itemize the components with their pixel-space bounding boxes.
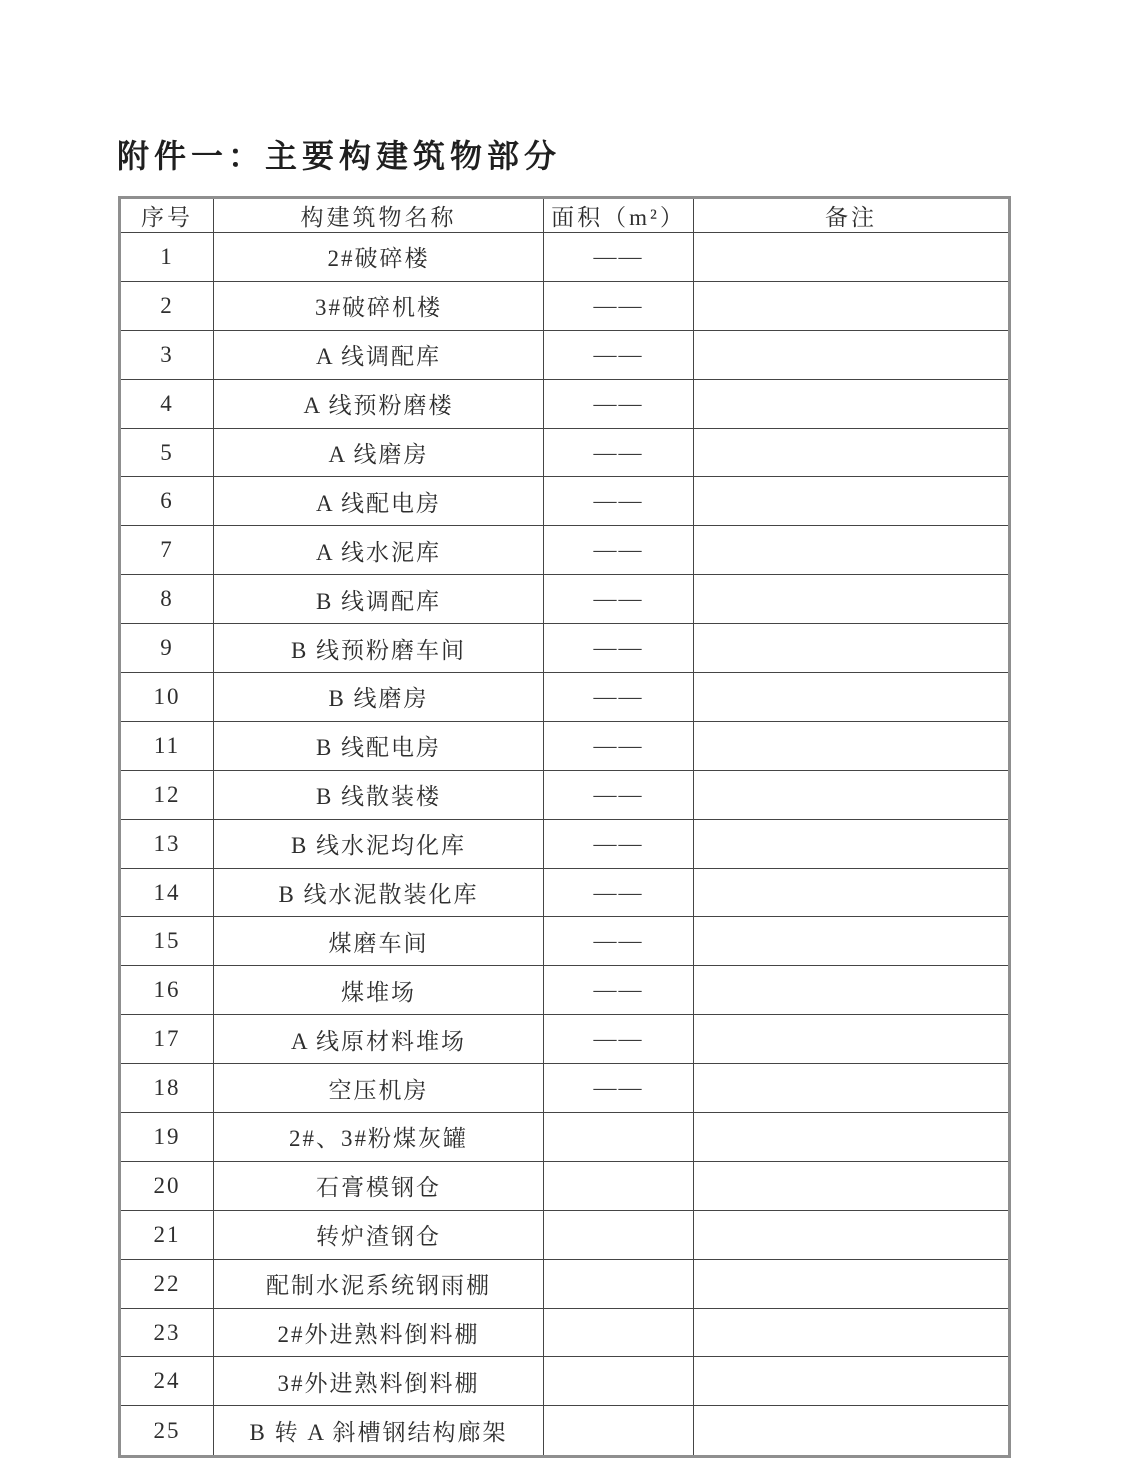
row-structure-name: B 线调配库	[214, 575, 544, 624]
header-serial-number: 序号	[120, 198, 214, 233]
row-area: ——	[544, 966, 694, 1015]
row-remarks	[694, 330, 1010, 379]
row-serial-number: 1	[120, 233, 214, 282]
row-serial-number: 19	[120, 1113, 214, 1162]
row-remarks	[694, 1015, 1010, 1064]
row-serial-number: 24	[120, 1357, 214, 1406]
row-remarks	[694, 1308, 1010, 1357]
row-remarks	[694, 233, 1010, 282]
row-serial-number: 5	[120, 428, 214, 477]
row-remarks	[694, 1259, 1010, 1308]
row-serial-number: 4	[120, 379, 214, 428]
row-area	[544, 1259, 694, 1308]
row-area: ——	[544, 770, 694, 819]
row-area: ——	[544, 428, 694, 477]
row-serial-number: 25	[120, 1406, 214, 1457]
table-row	[120, 1259, 1010, 1308]
row-area	[544, 1357, 694, 1406]
table-row	[120, 330, 1010, 379]
row-structure-name: 空压机房	[214, 1064, 544, 1113]
row-remarks	[694, 624, 1010, 673]
row-area: ——	[544, 819, 694, 868]
table-row	[120, 624, 1010, 673]
row-serial-number: 10	[120, 673, 214, 722]
row-structure-name: B 线预粉磨车间	[214, 624, 544, 673]
row-serial-number: 7	[120, 526, 214, 575]
row-structure-name: B 线水泥散装化库	[214, 868, 544, 917]
row-structure-name: B 线散装楼	[214, 770, 544, 819]
row-area: ——	[544, 575, 694, 624]
row-area: ——	[544, 379, 694, 428]
row-structure-name: 煤堆场	[214, 966, 544, 1015]
row-area: ——	[544, 477, 694, 526]
row-area: ——	[544, 281, 694, 330]
row-remarks	[694, 526, 1010, 575]
row-remarks	[694, 917, 1010, 966]
row-structure-name: 石膏模钢仓	[214, 1161, 544, 1210]
row-area: ——	[544, 673, 694, 722]
row-structure-name: 配制水泥系统钢雨棚	[214, 1259, 544, 1308]
table-row	[120, 281, 1010, 330]
row-area: ——	[544, 624, 694, 673]
row-remarks	[694, 1357, 1010, 1406]
row-area: ——	[544, 721, 694, 770]
row-serial-number: 16	[120, 966, 214, 1015]
row-area	[544, 1210, 694, 1259]
row-structure-name: 3#外进熟料倒料棚	[214, 1357, 544, 1406]
row-area: ——	[544, 330, 694, 379]
row-remarks	[694, 770, 1010, 819]
row-structure-name: A 线磨房	[214, 428, 544, 477]
row-area	[544, 1161, 694, 1210]
table-row	[120, 1357, 1010, 1406]
row-serial-number: 2	[120, 281, 214, 330]
row-structure-name: 转炉渣钢仓	[214, 1210, 544, 1259]
row-remarks	[694, 379, 1010, 428]
table-row	[120, 575, 1010, 624]
table-row	[120, 1064, 1010, 1113]
row-structure-name: 2#外进熟料倒料棚	[214, 1308, 544, 1357]
row-serial-number: 6	[120, 477, 214, 526]
row-remarks	[694, 819, 1010, 868]
page-title: 附件一：主要构建筑物部分	[117, 138, 562, 174]
table-row	[120, 233, 1010, 282]
row-serial-number: 8	[120, 575, 214, 624]
row-serial-number: 18	[120, 1064, 214, 1113]
row-serial-number: 21	[120, 1210, 214, 1259]
row-area	[544, 1113, 694, 1162]
table-row	[120, 673, 1010, 722]
header-area: 面积（m²）	[544, 198, 694, 233]
row-serial-number: 15	[120, 917, 214, 966]
table-row	[120, 1308, 1010, 1357]
row-area: ——	[544, 917, 694, 966]
row-area	[544, 1308, 694, 1357]
row-remarks	[694, 1210, 1010, 1259]
table-row	[120, 1015, 1010, 1064]
row-serial-number: 17	[120, 1015, 214, 1064]
row-area: ——	[544, 233, 694, 282]
table-row	[120, 428, 1010, 477]
table-row	[120, 526, 1010, 575]
header-structure-name: 构建筑物名称	[214, 198, 544, 233]
row-structure-name: A 线预粉磨楼	[214, 379, 544, 428]
table-row	[120, 721, 1010, 770]
row-remarks	[694, 281, 1010, 330]
row-structure-name: 2#破碎楼	[214, 233, 544, 282]
row-structure-name: B 线磨房	[214, 673, 544, 722]
row-area: ——	[544, 526, 694, 575]
row-remarks	[694, 868, 1010, 917]
row-remarks	[694, 966, 1010, 1015]
row-area: ——	[544, 1015, 694, 1064]
row-serial-number: 20	[120, 1161, 214, 1210]
row-structure-name: A 线水泥库	[214, 526, 544, 575]
row-remarks	[694, 1406, 1010, 1457]
row-serial-number: 13	[120, 819, 214, 868]
row-remarks	[694, 477, 1010, 526]
table-row	[120, 379, 1010, 428]
table-row	[120, 819, 1010, 868]
row-remarks	[694, 721, 1010, 770]
row-remarks	[694, 1161, 1010, 1210]
row-remarks	[694, 428, 1010, 477]
row-structure-name: B 线配电房	[214, 721, 544, 770]
row-serial-number: 22	[120, 1259, 214, 1308]
table-row	[120, 966, 1010, 1015]
row-serial-number: 9	[120, 624, 214, 673]
row-structure-name: A 线原材料堆场	[214, 1015, 544, 1064]
row-remarks	[694, 575, 1010, 624]
row-structure-name: B 转 A 斜槽钢结构廊架	[214, 1406, 544, 1457]
table-row	[120, 917, 1010, 966]
row-serial-number: 12	[120, 770, 214, 819]
structures-table	[118, 196, 1011, 1458]
table-row	[120, 1161, 1010, 1210]
table-row	[120, 1113, 1010, 1162]
row-structure-name: 煤磨车间	[214, 917, 544, 966]
row-remarks	[694, 673, 1010, 722]
row-serial-number: 23	[120, 1308, 214, 1357]
row-structure-name: 3#破碎机楼	[214, 281, 544, 330]
row-structure-name: B 线水泥均化库	[214, 819, 544, 868]
table-body	[120, 233, 1010, 1457]
table-row	[120, 1406, 1010, 1457]
row-area: ——	[544, 868, 694, 917]
row-serial-number: 3	[120, 330, 214, 379]
row-serial-number: 11	[120, 721, 214, 770]
table-row	[120, 770, 1010, 819]
table-row	[120, 477, 1010, 526]
row-area	[544, 1406, 694, 1457]
row-area: ——	[544, 1064, 694, 1113]
row-remarks	[694, 1064, 1010, 1113]
table-header-row	[120, 198, 1010, 233]
row-remarks	[694, 1113, 1010, 1162]
table-row	[120, 1210, 1010, 1259]
table-row	[120, 868, 1010, 917]
header-remarks: 备注	[694, 198, 1010, 233]
row-structure-name: A 线调配库	[214, 330, 544, 379]
row-serial-number: 14	[120, 868, 214, 917]
row-structure-name: A 线配电房	[214, 477, 544, 526]
row-structure-name: 2#、3#粉煤灰罐	[214, 1113, 544, 1162]
